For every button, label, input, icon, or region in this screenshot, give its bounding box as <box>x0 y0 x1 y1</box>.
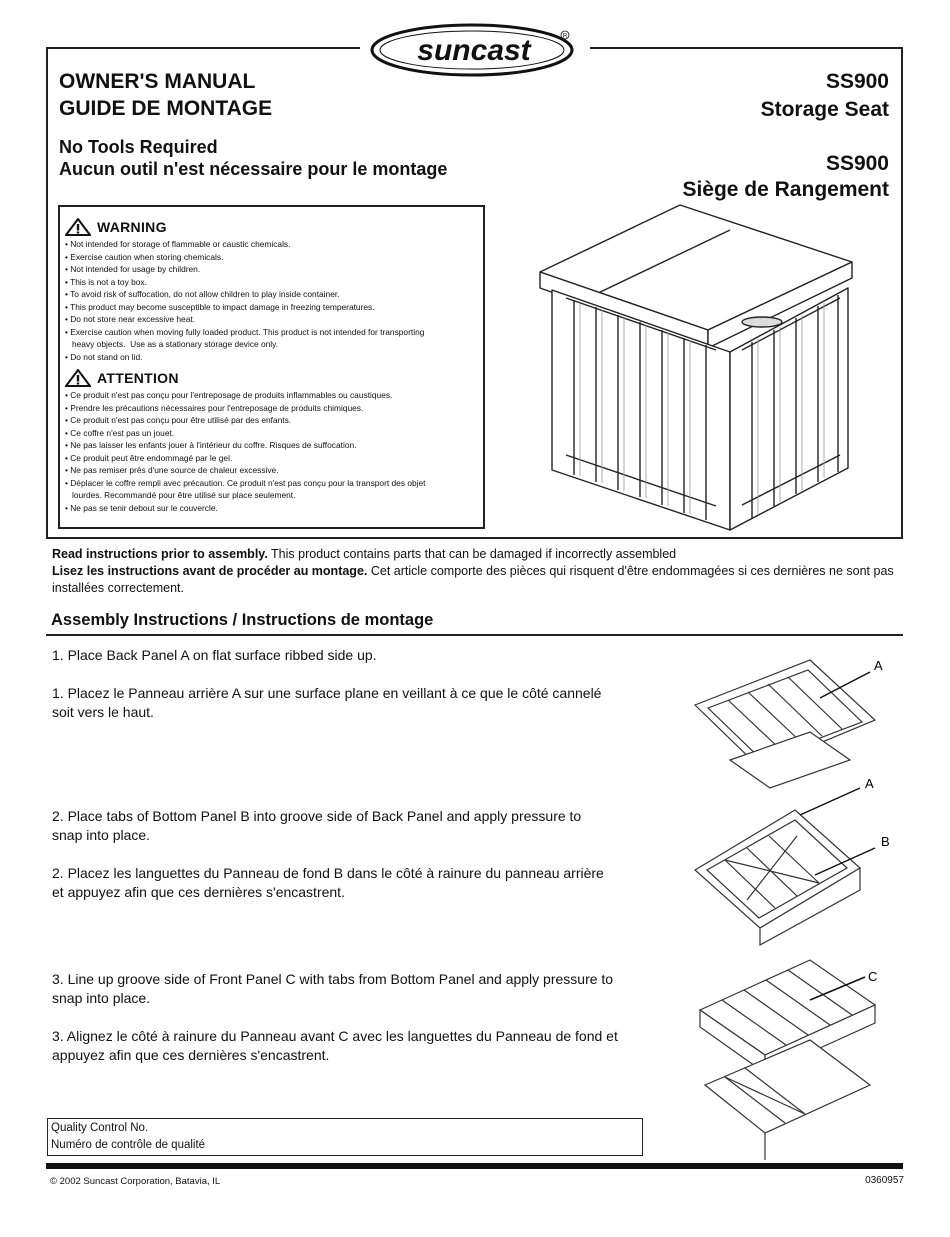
step-3-fr: 3. Alignez le côté à rainure du Panneau avant C avec les languettes du Panneau de fond et appuyez afin que ces dernières s'encastrent. <box>52 1028 618 1063</box>
attention-item: • Ce produit n'est pas conçu pour l'entreposage de produits inflammables ou caustiques. <box>65 390 393 400</box>
model-en: SS900 <box>825 70 889 93</box>
document-code: 0360957 <box>865 1175 904 1186</box>
step-3-en: 3. Line up groove side of Front Panel C with tabs from Bottom Panel and apply pressure to snap into place. <box>52 971 614 1006</box>
svg-text:R: R <box>562 33 568 40</box>
warning-item: • To avoid risk of suffocation, do not allow children to play inside container. <box>65 289 340 299</box>
logo-text: suncast <box>417 34 531 67</box>
step-1-fr: 1. Placez le Panneau arrière A sur une surface plane en veillant à ce que le côté cannelé soit vers le haut. <box>52 685 602 720</box>
copyright: © 2002 Suncast Corporation, Batavia, IL <box>50 1176 221 1187</box>
quality-control-label: Quality Control No. <box>51 1122 149 1134</box>
attention-item: • Ne pas laisser les enfants jouer à l'intérieur du coffre. Risques de suffocation. <box>65 440 357 450</box>
warning-item: • This is not a toy box. <box>65 276 147 287</box>
quality-control-box <box>47 1118 643 1156</box>
section-divider <box>46 634 903 636</box>
suncast-logo <box>366 22 582 78</box>
title-fr: GUIDE DE MONTAGE <box>59 97 273 120</box>
callout-c: C <box>868 969 878 984</box>
warning-item: • Do not store near excessive heat. <box>65 314 196 324</box>
step-2-illustration <box>685 770 900 950</box>
warning-title: WARNING <box>97 219 167 235</box>
step-1-illustration <box>690 650 900 790</box>
attention-heading <box>65 369 426 387</box>
step-2-en: 2. Place tabs of Bottom Panel B into groove side of Back Panel and apply pressure to snap into place. <box>52 808 582 843</box>
attention-item: • Ne pas remiser près d'une source de chaleur excessive. <box>65 465 279 475</box>
footer-divider <box>46 1163 903 1169</box>
warning-item: • Exercise caution when storing chemicals. <box>65 251 224 262</box>
no-tools-fr: Aucun outil n'est nécessaire pour le montage <box>59 159 448 179</box>
intro-en-text: This product contains parts that can be damaged if incorrectly assembled <box>267 547 677 561</box>
product-fr: Siège de Rangement <box>682 178 889 201</box>
attention-item: • Prendre les précautions nécessaires pour l'entreposage de produits chimiques. <box>65 402 364 413</box>
model-fr: SS900 <box>825 152 889 175</box>
storage-seat-illustration <box>530 200 870 535</box>
intro-text <box>52 546 912 597</box>
step-1-en: 1. Place Back Panel A on flat surface ribbed side up. <box>52 647 377 663</box>
product-en: Storage Seat <box>760 98 889 121</box>
assembly-title: Assembly Instructions / Instructions de montage <box>51 611 434 629</box>
intro-fr-text: Cet article comporte des pièces qui risquent d'être endommagées si ces dernières ne sont pas installées correctement. <box>52 564 894 595</box>
warning-item: • Not intended for storage of flammable or caustic chemicals. <box>65 239 291 249</box>
intro-fr-bold: Lisez les instructions avant de procéder au montage. <box>52 564 368 578</box>
step-3-illustration <box>690 955 900 1165</box>
callout-a: A <box>865 776 874 791</box>
quality-control-label-fr: Numéro de contrôle de qualité <box>51 1139 206 1151</box>
attention-list <box>65 389 426 514</box>
warning-box <box>58 205 485 529</box>
warning-item: • This product may become susceptible to impact damage in freezing temperatures. <box>65 301 375 312</box>
attention-item: • Déplacer le coffre rempli avec précaution. Ce produit n'est pas conçu pour la transport des objet lourdes. Recommandé pour être utilisé sur place seulement. <box>65 477 426 500</box>
warning-heading <box>65 218 426 236</box>
attention-item: • Ne pas se tenir debout sur le couvercle. <box>65 502 218 513</box>
attention-item: • Ce produit n'est pas conçu pour être utilisé par des enfants. <box>65 415 292 425</box>
callout-a: A <box>874 658 883 673</box>
warning-list <box>65 238 426 363</box>
warning-item: • Not intended for usage by children. <box>65 264 201 274</box>
warning-icon <box>65 218 91 236</box>
step-2-fr: 2. Placez les languettes du Panneau de fond B dans le côté à rainure du panneau arrière et appuyez afin que ces dernières s'encastrent. <box>52 865 604 900</box>
warning-item: • Exercise caution when moving fully loaded product. This product is not intended for transporting heavy objects. Use as a stationary storage device only. <box>65 326 425 349</box>
attention-item: • Ce produit peut être endommagé par le gel. <box>65 452 233 463</box>
callout-b: B <box>881 834 890 849</box>
title-en: OWNER'S MANUAL <box>59 70 256 93</box>
intro-en-bold: Read instructions prior to assembly. <box>52 547 268 561</box>
attention-item: • Ce coffre n'est pas un jouet. <box>65 427 175 438</box>
warning-item: • Do not stand on lid. <box>65 351 143 362</box>
attention-title: ATTENTION <box>97 370 179 386</box>
no-tools-en: No Tools Required <box>59 137 218 157</box>
warning-icon <box>65 369 91 387</box>
